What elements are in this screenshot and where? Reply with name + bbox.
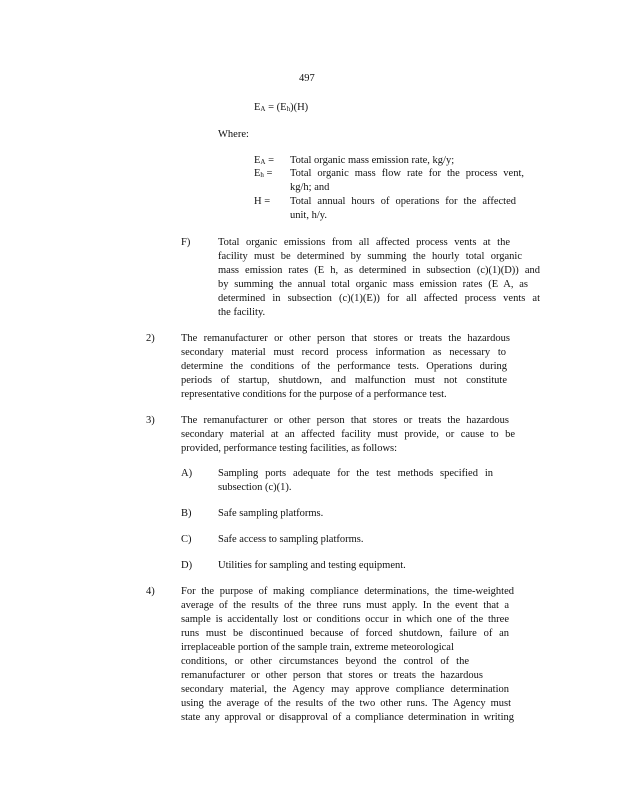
item-4-line: remanufacturer or other person that stores or treats the hazardous [181,670,483,681]
item-f-line: by summing the annual total organic mass emission rates (E A, as [218,279,528,290]
definition-line: unit, h/y. [290,210,327,221]
subitem-a-line: Sampling ports adequate for the test methods specified in [218,468,493,479]
item-4-line: irreplaceable portion of the sample train, extreme meteorological [181,642,454,653]
item-4-line: For the purpose of making compliance determinations, the time-weighted [181,586,514,597]
item-f-line: mass emission rates (E h, as determined in subsection (c)(1)(D)) and [218,265,540,276]
definition-line: Total annual hours of operations for the affected [290,196,516,207]
subitem-c-text: Safe access to sampling platforms. [218,534,364,545]
definition-term: $E_A$ = [254,155,275,166]
page-number: 497 [299,73,315,84]
item-4-line: average of the results of the three runs must apply. In the event that a [181,600,509,611]
definition-line: Total organic mass emission rate, kg/y; [290,155,455,166]
item-f-line: facility must be determined by summing the hourly total organic [218,251,522,262]
item-4-line: sample is accidentally lost or conditions occur in which one of the three [181,614,509,625]
item-4-line: runs must be discontinued because of forced shutdown, failure of an [181,628,509,639]
item-3-marker: 3) [146,415,155,426]
item-4-marker: 4) [146,586,155,597]
definition-term: H = [254,196,271,207]
formula: $E_A = (E_h)(H)$ [254,102,309,113]
subitem-d-text: Utilities for sampling and testing equipment. [218,560,406,571]
subitem-a-text [218,467,493,495]
item-2-text [181,332,510,402]
item-3-line: The remanufacturer or other person that stores or treats the hazardous [181,415,509,426]
definition-text [290,195,516,223]
definition-term: $E_h$ = [254,168,273,179]
item-2-line: representative conditions for the purpose of a performance test. [181,389,447,400]
item-2-line: secondary material must record process information as necessary to [181,347,506,358]
item-4-line: secondary material, the Agency may approve compliance determination [181,684,509,695]
item-2-line: periods of startup, shutdown, and malfunction must not constitute [181,375,507,386]
subitem-a-line: subsection (c)(1). [218,482,292,493]
subitem-b-text: Safe sampling platforms. [218,508,324,519]
definition-line: Total organic mass flow rate for the process vent, [290,168,524,179]
item-4-text [181,585,514,725]
item-f-marker: F) [181,237,191,248]
subitem-a-marker: A) [181,468,193,479]
item-f-line: the facility. [218,307,266,318]
item-3-line: provided, performance testing facilities, as follows: [181,443,398,454]
item-4-line: conditions, or other circumstances beyond the control of the [181,656,469,667]
subitem-b-marker: B) [181,508,192,519]
item-2-line: The remanufacturer or other person that stores or treats the hazardous [181,333,510,344]
item-f-line: Total organic emissions from all affected process vents at the [218,237,510,248]
item-2-marker: 2) [146,333,155,344]
item-f-line: determined in subsection (c)(1)(E)) for all affected process vents at [218,293,540,304]
item-3-text [181,414,515,456]
definition-text [290,154,506,168]
definition-line: kg/h; and [290,182,330,193]
item-2-line: determine the conditions of the performance tests. Operations during [181,361,507,372]
item-4-line: state any approval or disapproval of a compliance determination in writing [181,712,514,723]
definition-text [290,167,524,195]
subitem-d-marker: D) [181,560,193,571]
item-f-text [218,236,540,320]
subitem-c-marker: C) [181,534,192,545]
item-3-line: secondary material at an affected facility must provide, or cause to be [181,429,515,440]
where-label: Where: [218,129,249,140]
item-4-line: using the average of the results of the two other runs. The Agency must [181,698,511,709]
